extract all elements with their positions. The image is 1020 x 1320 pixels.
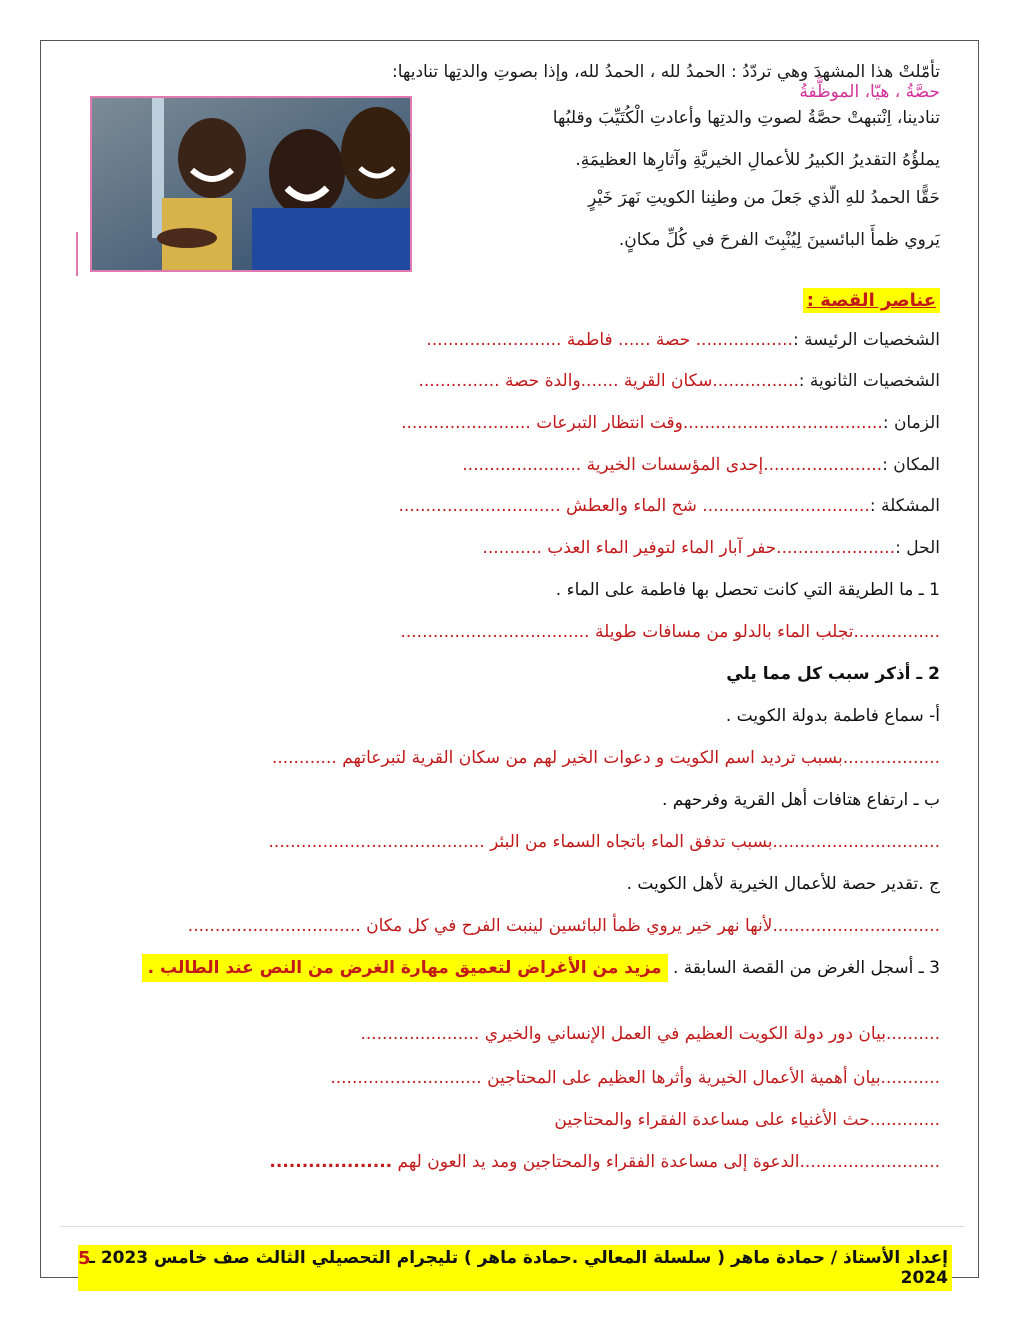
children-water-photo bbox=[90, 96, 412, 272]
answer-1: ................تجلب الماء بالدلو من مسافات طويلة ................................... bbox=[400, 622, 940, 642]
answer-3-item: .............حث الأغنياء على مساعدة الفقراء والمحتاجين bbox=[554, 1110, 940, 1130]
highlight-note: مزيد من الأغراض لتعميق مهارة الغرض من النص عند الطالب . bbox=[142, 954, 668, 982]
answer-3-item: ...........بيان أهمية الأعمال الخيرية وأثرها العظيم على المحتاجين ............................ bbox=[330, 1068, 940, 1088]
page-number: 5 bbox=[78, 1248, 91, 1269]
intro-line-5: يَروي ظمأَ البائسينَ لِيُنْبِتَ الفرحَ في كُلِّ مكانٍ. bbox=[618, 230, 940, 250]
intro-text: تأمّلتْ هذا المشهدَ وهي تردّدُ : الحمدُ لله ، الحمدُ لله، وإذا بصوتِ والدتِها تناديها: bbox=[391, 62, 940, 82]
intro-line-3: يملؤُهُ التقديرُ الكبيرُ للأعمالِ الخيريَّةِ وآثارِها العظيمَةِ. bbox=[575, 150, 940, 170]
intro-line-1 bbox=[380, 62, 940, 102]
footer-divider bbox=[60, 1226, 965, 1227]
question-3: 3 ـ أسجل الغرض من القصة السابقة . مزيد من الأغراض لتعميق مهارة الغرض من النص عند الطالب . bbox=[142, 958, 940, 978]
footer bbox=[78, 1245, 952, 1288]
element-row: المشكلة :............................... شح الماء والعطش .............................. bbox=[398, 496, 940, 516]
question-2a: أ- سماع فاطمة بدولة الكويت . bbox=[725, 706, 940, 726]
answer-3-item: ..........................الدعوة إلى مساعدة الفقراء والمحتاجين ومد يد العون لهم ................... bbox=[269, 1152, 940, 1172]
intro-line-2: تنادينا، اِنْتبهتْ حصَّةُ لصوتِ والدتِها وأعادتِ الْكُتَيِّبَ وقلبُها bbox=[552, 108, 940, 128]
answer-3-item: ..........بيان دور دولة الكويت العظيم في العمل الإنساني والخيري ...................... bbox=[360, 1024, 940, 1044]
element-row: الحل :......................حفر آبار الماء لتوفير الماء العذب ........... bbox=[482, 538, 940, 558]
decorative-line bbox=[76, 232, 78, 276]
answer-2c: ...............................لأنها نهر خير يروي ظمأ البائسين لينبت الفرح في كل مكان ................................ bbox=[187, 916, 940, 936]
elements-heading: عناصر القصة : bbox=[803, 288, 940, 313]
answer-2a: ..................بسبب ترديد اسم الكويت و دعوات الخير لهم من سكان القرية لتبرعاتهم ............ bbox=[271, 748, 940, 768]
intro-highlight: حصَّةُ ، هيّا، الموظَّفةُ bbox=[799, 82, 940, 102]
question-2: 2 ـ أذكر سبب كل مما يلي bbox=[726, 664, 940, 684]
footer-text: إعداد الأستاذ / حمادة ماهر ( سلسلة المعالي .حمادة ماهر ) تليجرام التحصيلي الثالث صف خامس 2023 ـ 2024 bbox=[78, 1245, 952, 1291]
element-row: الزمان :.....................................وقت انتظار التبرعات ........................ bbox=[401, 413, 940, 433]
element-row: الشخصيات الرئيسة :.................. حصة ...... فاطمة ......................... bbox=[426, 330, 940, 350]
intro-line-4: حَقًّا الحمدُ للهِ الّذي جَعلَ من وطنِنا الكويتِ نَهرَ خَيْرٍ bbox=[588, 188, 940, 208]
question-2b: ب ـ ارتفاع هتافات أهل القرية وفرحهم . bbox=[661, 790, 940, 810]
element-row: المكان :......................إحدى المؤسسات الخيرية ...................... bbox=[462, 455, 940, 475]
question-2c: ج .تقدير حصة للأعمال الخيرية لأهل الكويت . bbox=[626, 874, 940, 894]
element-row: الشخصيات الثانوية :................سكان القرية .......والدة حصة ............... bbox=[418, 371, 940, 391]
answer-2b: ...............................بسبب تدفق الماء باتجاه السماء من البئر ........................................ bbox=[268, 832, 940, 852]
question-1: 1 ـ ما الطريقة التي كانت تحصل بها فاطمة على الماء . bbox=[555, 580, 940, 600]
